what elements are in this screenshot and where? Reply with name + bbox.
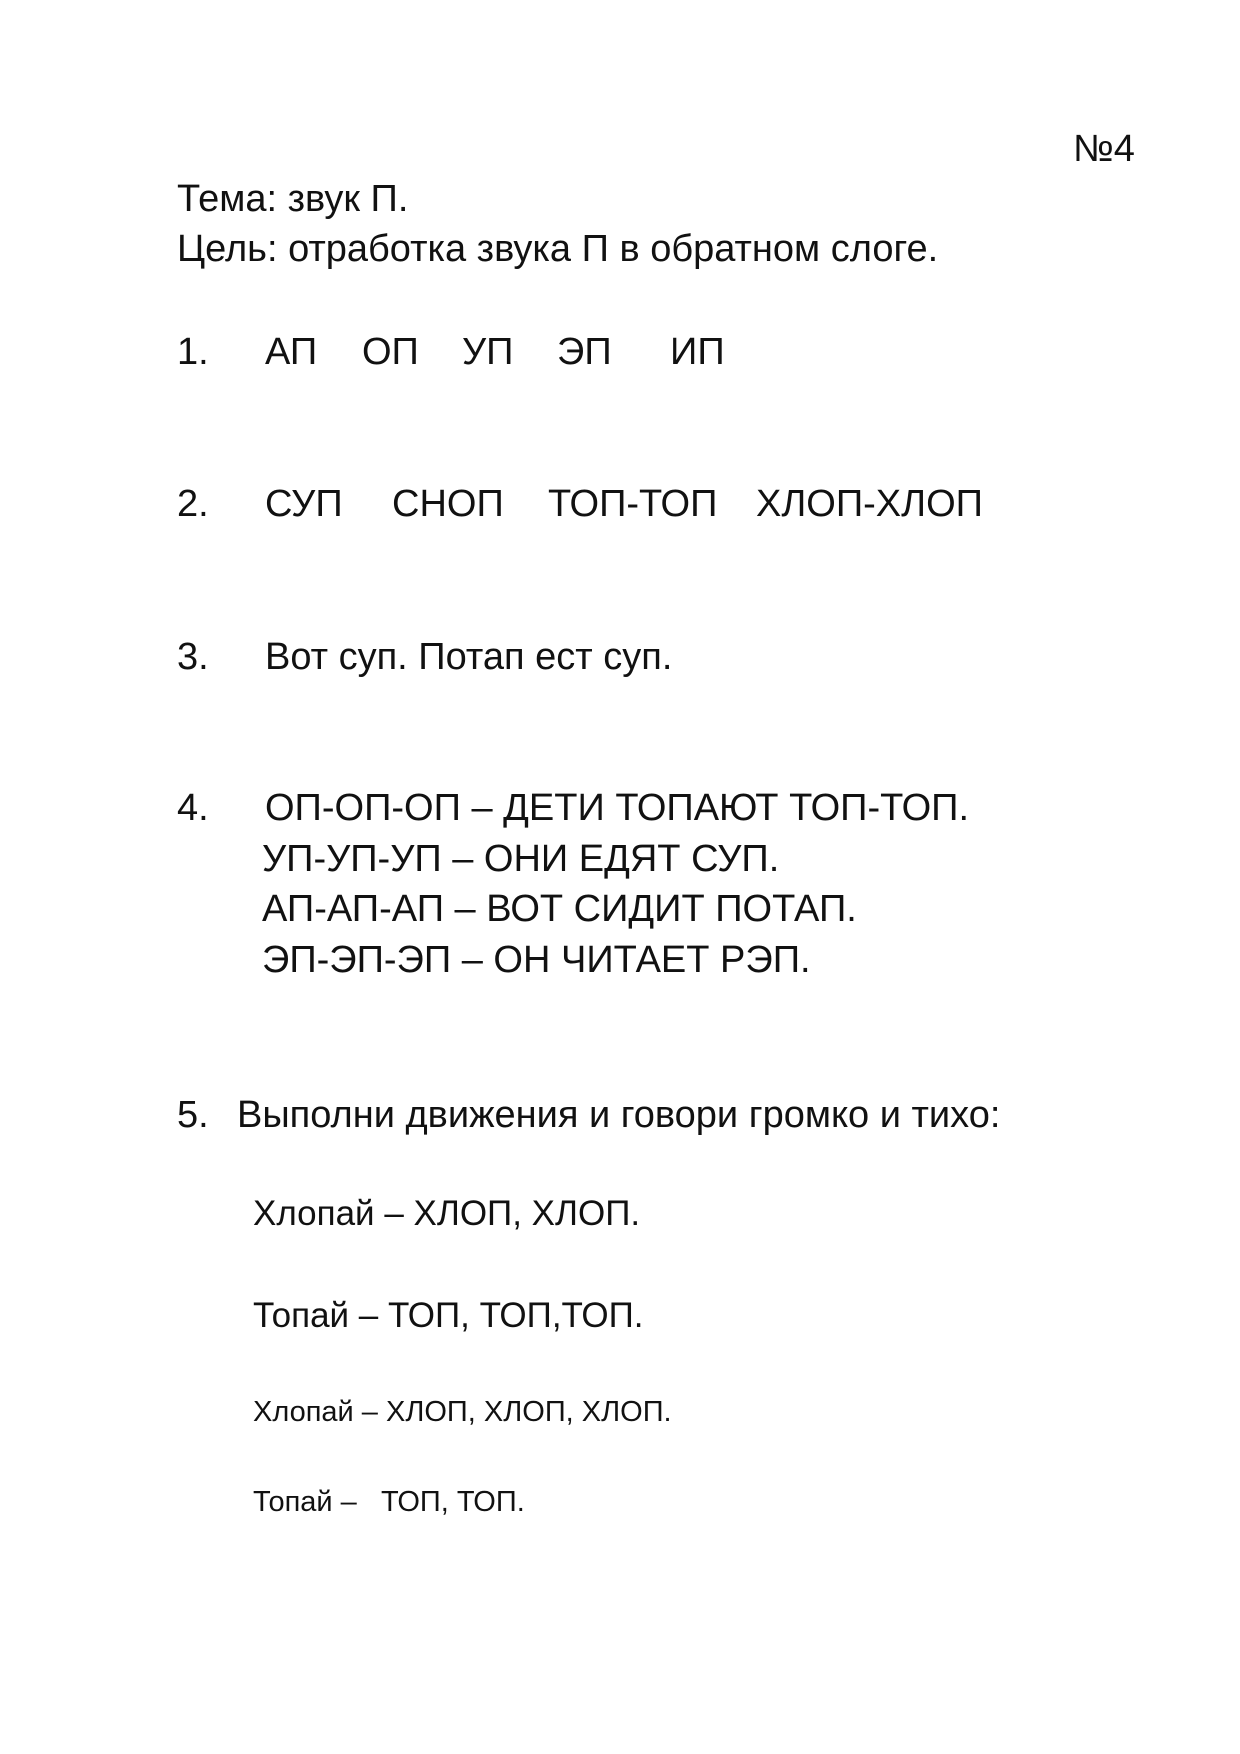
exercise-number: 2. (177, 483, 209, 525)
word-item: СНОП (392, 483, 504, 525)
loud-line: Топай – ТОП, ТОП,ТОП. (253, 1296, 644, 1335)
exercise-number: 1. (177, 331, 209, 373)
word-item: ХЛОП-ХЛОП (756, 483, 983, 525)
topic-line: Тема: звук П. (177, 178, 409, 220)
rhyme-line: ОП-ОП-ОП – ДЕТИ ТОПАЮТ ТОП-ТОП. (265, 787, 970, 829)
syllable-item: АП (265, 331, 318, 373)
quiet-line: Топай – ТОП, ТОП. (253, 1486, 525, 1518)
syllable-item: ИП (670, 331, 725, 373)
exercise-number: 4. (177, 787, 209, 829)
rhyme-line: АП-АП-АП – ВОТ СИДИТ ПОТАП. (262, 888, 857, 930)
quiet-line: Хлопай – ХЛОП, ХЛОП, ХЛОП. (253, 1396, 672, 1428)
rhyme-line: ЭП-ЭП-ЭП – ОН ЧИТАЕТ РЭП. (262, 939, 811, 981)
word-item: СУП (265, 483, 343, 525)
syllable-item: УП (462, 331, 514, 373)
exercise-number: 3. (177, 636, 209, 678)
syllable-item: ЭП (557, 331, 612, 373)
loud-line: Хлопай – ХЛОП, ХЛОП. (253, 1194, 641, 1233)
sentence: Вот суп. Потап ест суп. (265, 636, 673, 678)
exercise-number: 5. (177, 1094, 209, 1136)
page-number: №4 (1073, 128, 1135, 170)
syllable-item: ОП (362, 331, 419, 373)
goal-line: Цель: отработка звука П в обратном слоге. (177, 228, 939, 270)
instruction: Выполни движения и говори громко и тихо: (237, 1094, 1001, 1136)
word-item: ТОП-ТОП (548, 483, 718, 525)
rhyme-line: УП-УП-УП – ОНИ ЕДЯТ СУП. (262, 838, 780, 880)
